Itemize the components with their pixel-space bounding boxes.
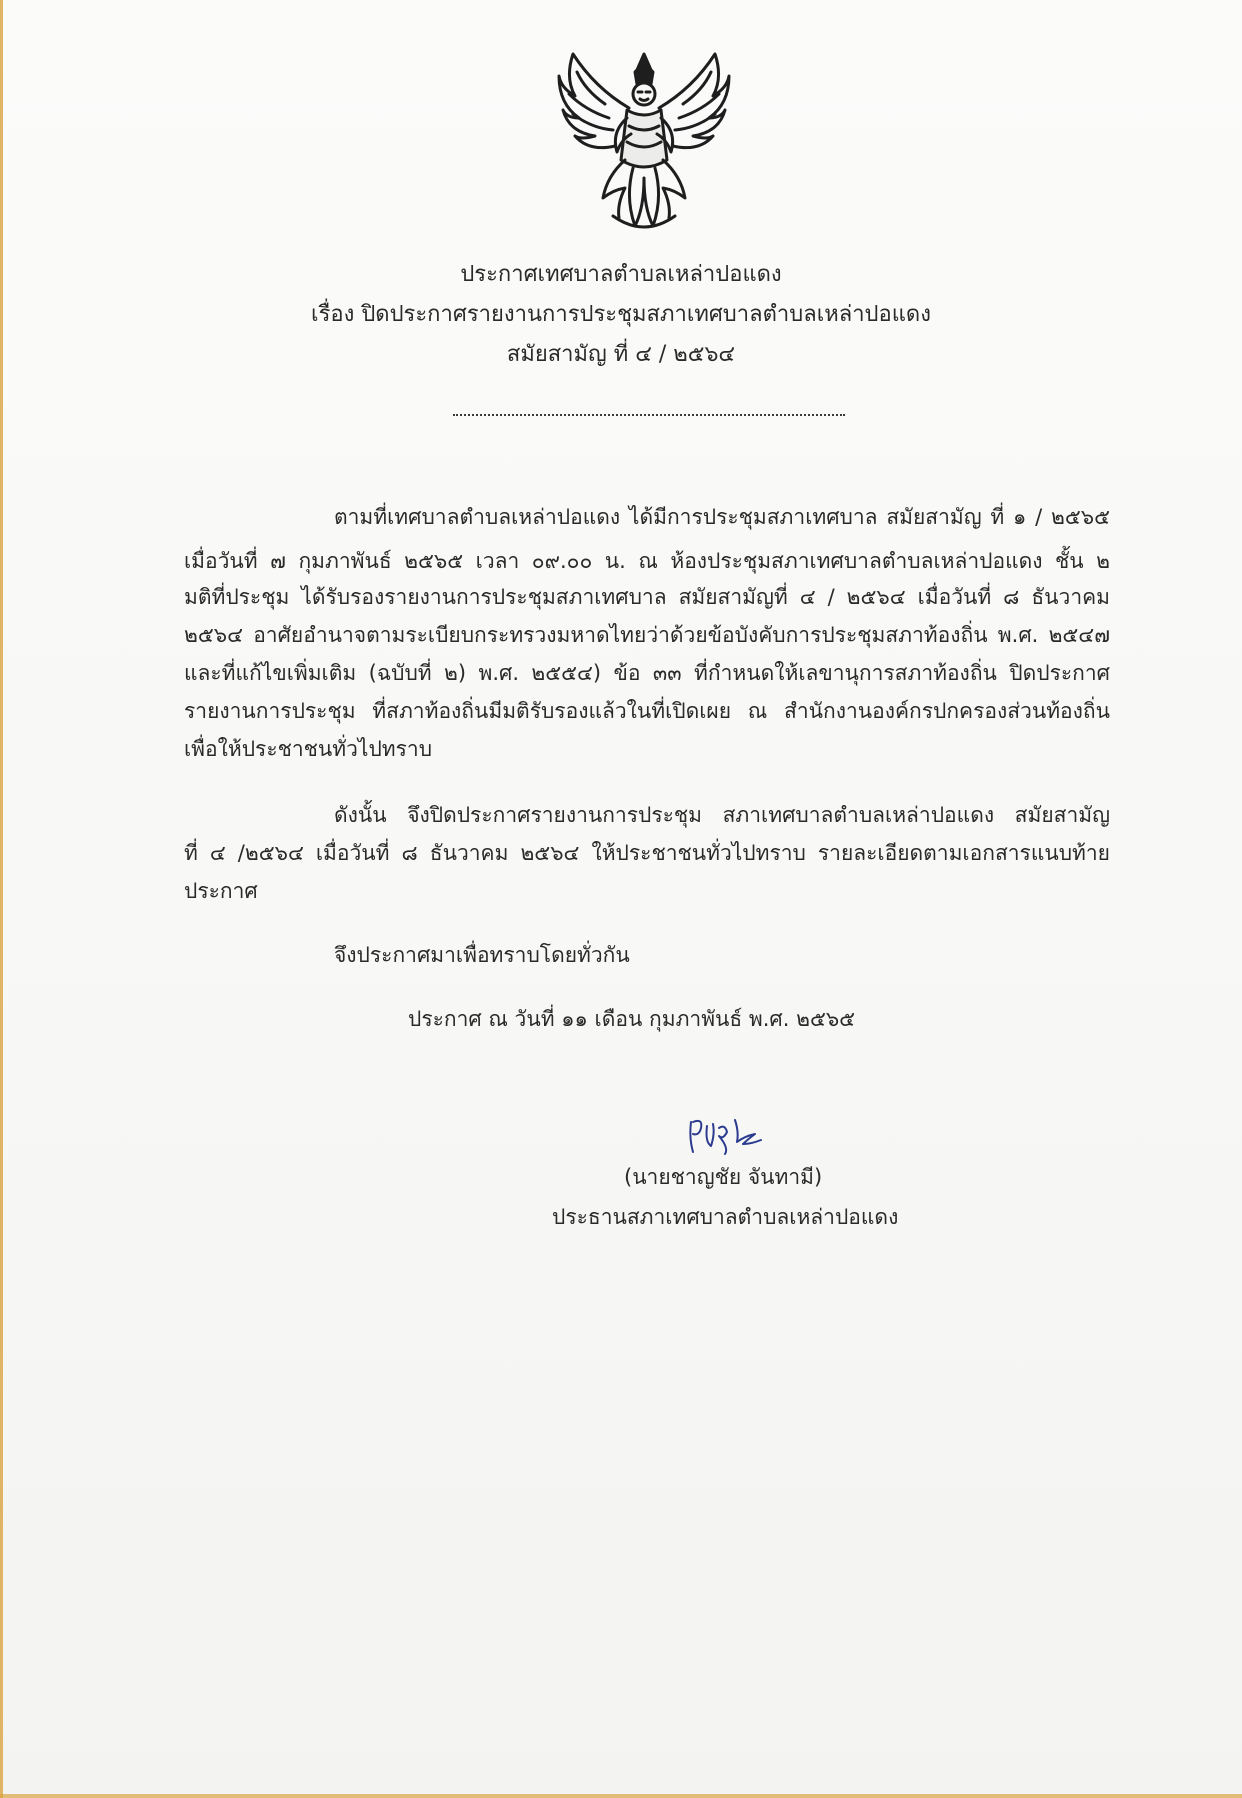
handwritten-signature [685, 1114, 765, 1156]
announce-line: จึงประกาศมาเพื่อทราบโดยทั่วกัน [334, 943, 630, 967]
paragraph1-line: ตามที่เทศบาลตำบลเหล่าปอแดง ได้มีการประชุมสภาเทศบาล สมัยสามัญ ที่ ๑ / ๒๕๖๕ [334, 505, 1110, 529]
agency-title: ประกาศเทศบาลตำบลเหล่าปอแดง [460, 262, 782, 287]
session-title: สมัยสามัญ ที่ ๔ / ๒๕๖๔ [506, 342, 736, 367]
date-line: ประกาศ ณ วันที่ ๑๑ เดือน กุมภาพันธ์ พ.ศ. ๒๕๖๕ [408, 1007, 856, 1031]
paragraph1-line: รายงานการประชุม ที่สภาท้องถิ่นมีมติรับรองแล้วในที่เปิดเผย ณ สำนักงานองค์กรปกครองส่วนท้องถิ่น [184, 699, 1110, 723]
paragraph2-line: ที่ ๔ /๒๕๖๔ เมื่อวันที่ ๘ ธันวาคม ๒๕๖๔ ให้ประชาชนทั่วไปทราบ รายละเอียดตามเอกสารแนบท้าย [184, 841, 1110, 865]
paragraph1-line: เพื่อให้ประชาชนทั่วไปทราบ [184, 737, 433, 761]
garuda-emblem [555, 48, 733, 234]
paragraph1-line: เมื่อวันที่ ๗ กุมภาพันธ์ ๒๕๖๕ เวลา ๐๙.๐๐ น. ณ ห้องประชุมสภาเทศบาลตำบลเหล่าปอแดง ชั้น ๒ [184, 549, 1110, 573]
subject-title: เรื่อง ปิดประกาศรายงานการประชุมสภาเทศบาลตำบลเหล่าปอแดง [311, 302, 931, 327]
paragraph2-line: ดังนั้น จึงปิดประกาศรายงานการประชุม สภาเทศบาลตำบลเหล่าปอแดง สมัยสามัญ [334, 803, 1110, 827]
paragraph1-line: มติที่ประชุม ได้รับรองรายงานการประชุมสภาเทศบาล สมัยสามัญที่ ๔ / ๒๕๖๔ เมื่อวันที่ ๘ ธันวาคม [184, 585, 1110, 609]
paragraph1-line: และที่แก้ไขเพิ่มเติม (ฉบับที่ ๒) พ.ศ. ๒๕๕๔) ข้อ ๓๓ ที่กำหนดให้เลขานุการสภาท้องถิ่น ปิดประกาศ [184, 661, 1110, 685]
paragraph2-line: ประกาศ [184, 879, 258, 903]
signatory-name: (นายชาญชัย จันทามี) [624, 1165, 823, 1189]
signatory-position: ประธานสภาเทศบาลตำบลเหล่าปอแดง [552, 1205, 899, 1229]
paragraph1-line: ๒๕๖๔ อาศัยอำนาจตามระเบียบกระทรวงมหาดไทยว่าด้วยข้อบังคับการประชุมสภาท้องถิ่น พ.ศ. ๒๕๔๗ [184, 623, 1110, 647]
page-edge-bottom [0, 1794, 1242, 1798]
dotted-separator [453, 414, 845, 416]
